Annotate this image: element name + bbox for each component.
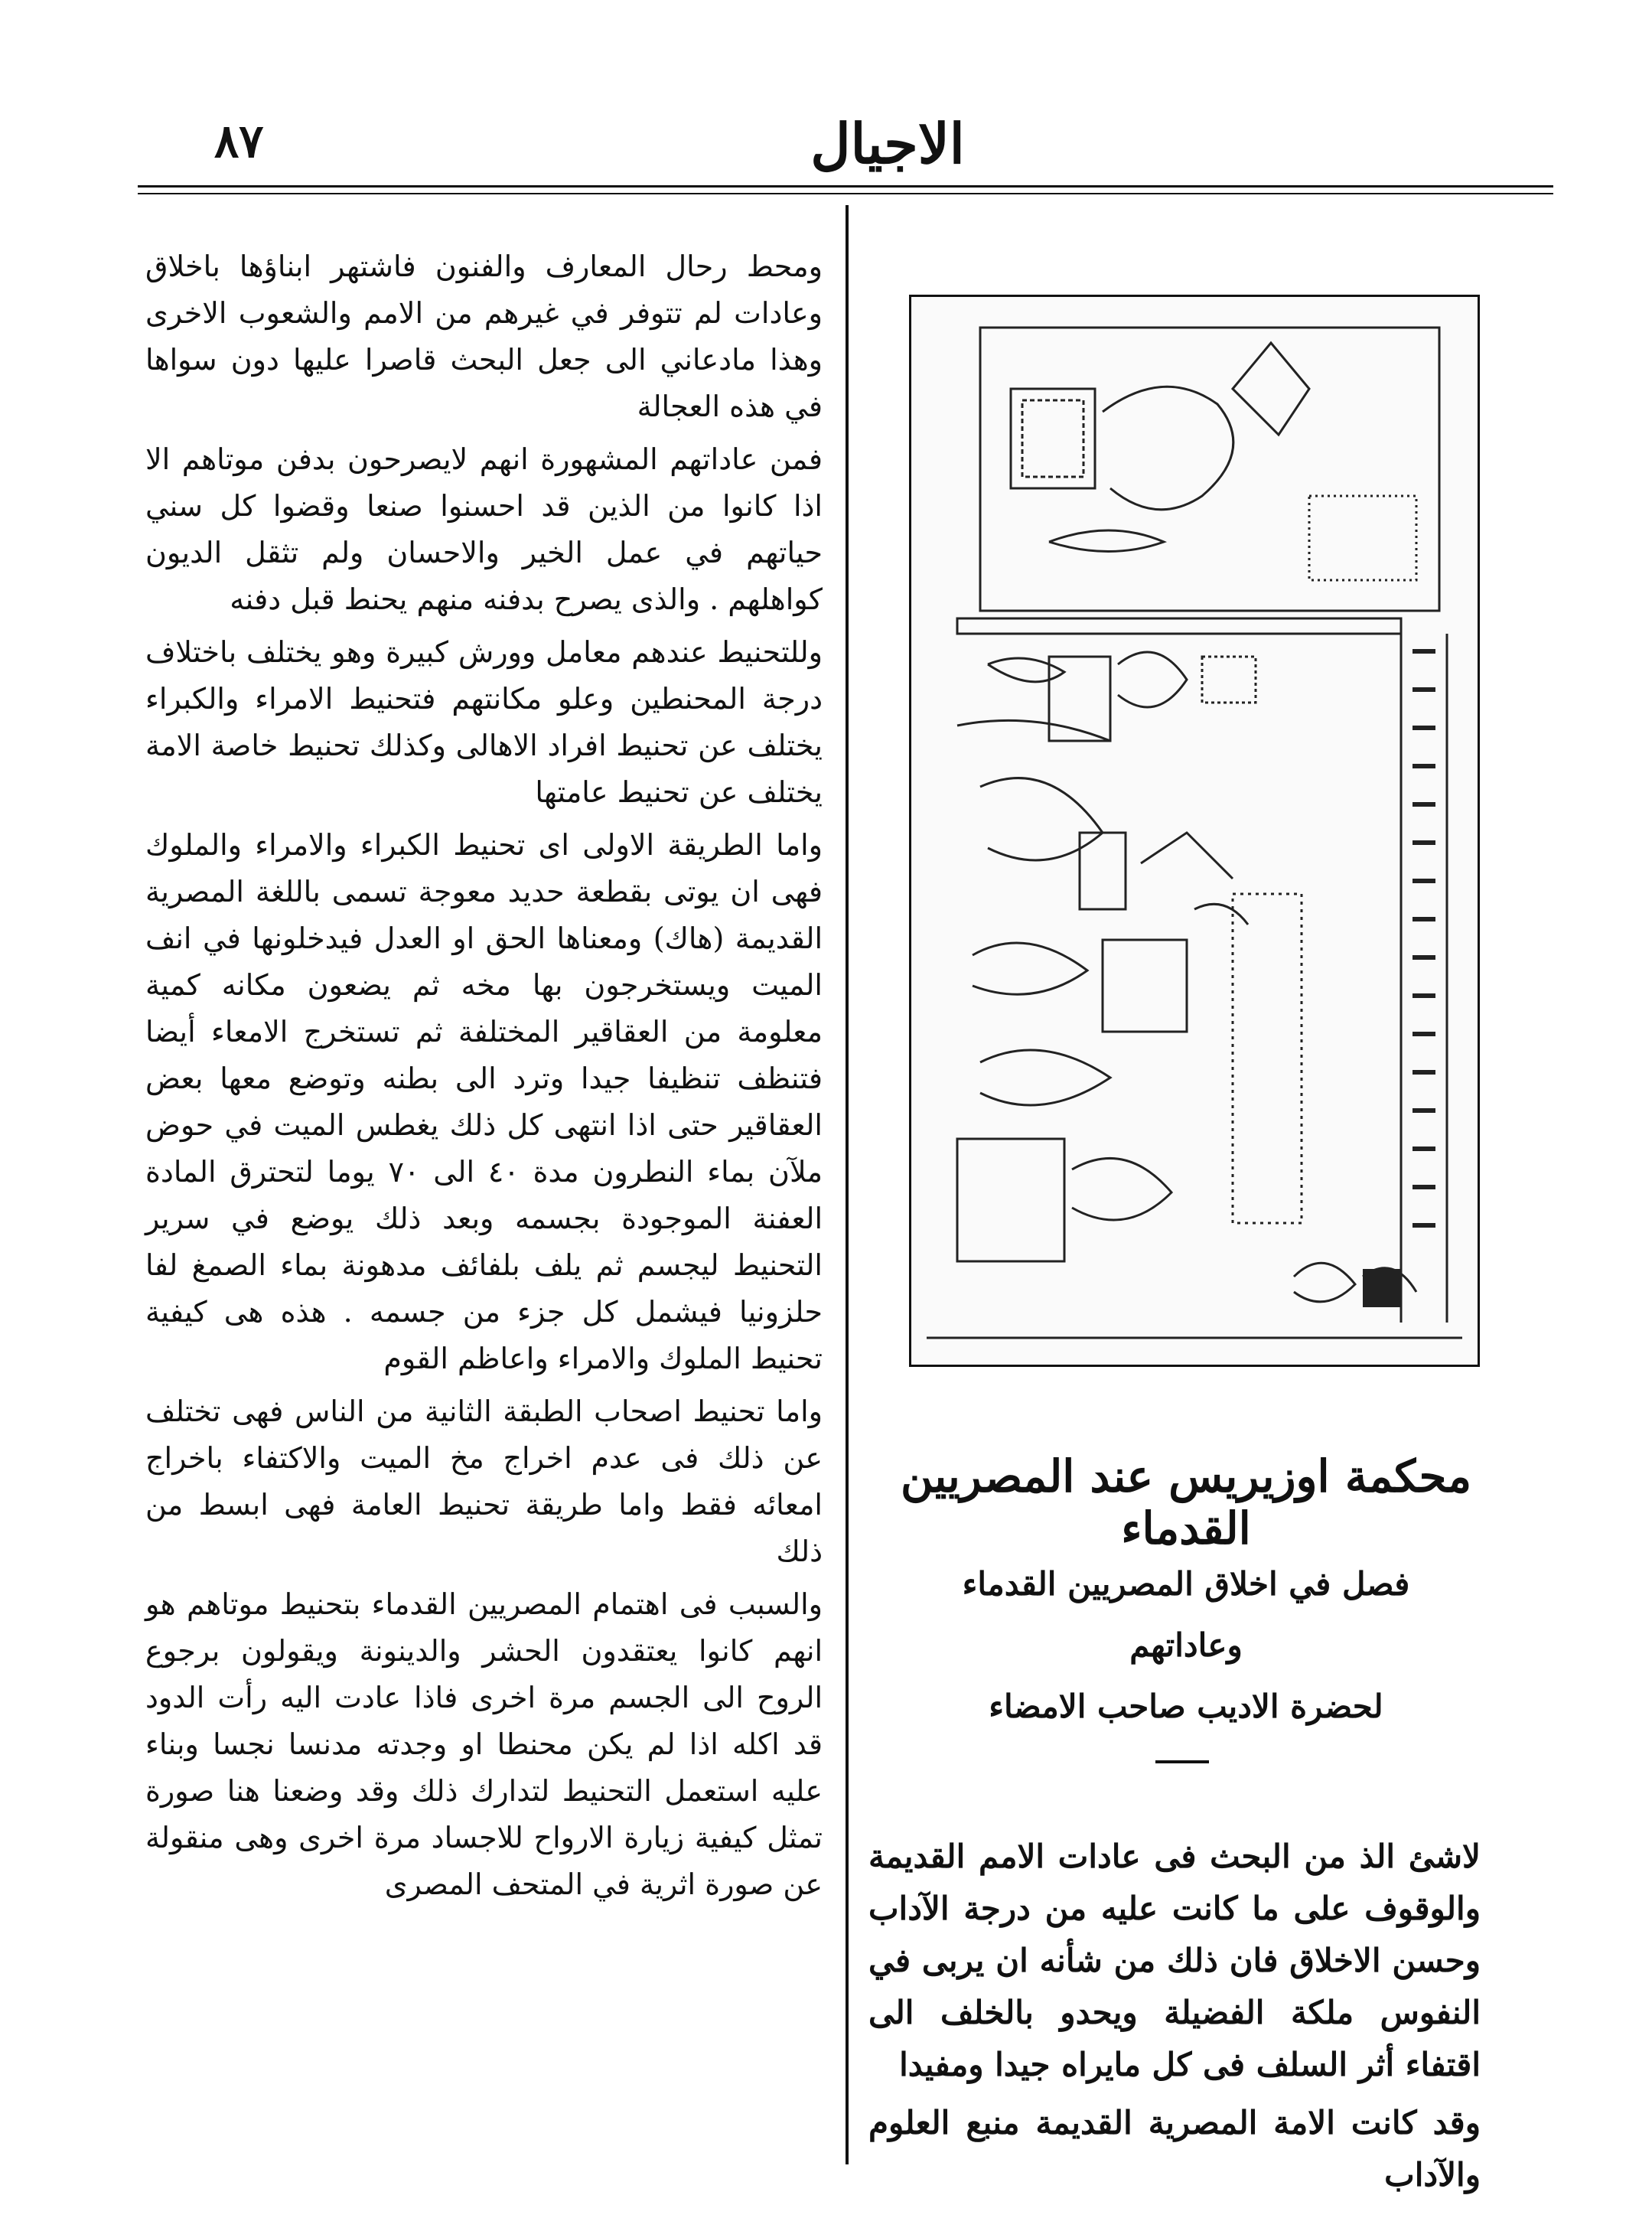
paragraph: ومحط رحال المعارف والفنون فاشتهر ابناؤها باخلاق وعادات لم تتوفر في غيرهم من الامم والشعوب الاخرى وهذا مادعاني الى جعل البحث قاصرا عليها دون سواها في هذه العجالة (145, 250, 823, 423)
page-number: ٨٧ (214, 115, 264, 168)
paragraph: واما الطريقة الاولى اى تحنيط الكبراء والامراء والملوك فهى ان يوتى بقطعة حديد معوجة تسمى باللغة المصرية القديمة (هاك) ومعناها الحق او العدل فيدخلونها في انف الميت ويستخرجون بها مخه ثم يضعون مكانه كمية معلومة من العقاقير المختلفة ثم تستخرج الامعاء أيضا فتنظف تنظيفا جيدا وترد الى بطنه وتوضع معها بعض العقاقير حتى اذا انتهى كل ذلك يغطس الميت في حوض ملآن بماء النطرون مدة ٤٠ الى ٧٠ يوما لتحترق المادة العفنة الموجودة بجسمه وبعد ذلك يوضع في سرير التحنيط ليجسم ثم يلف بلفائف مدهونة بماء الصمغ لفا حلزونيا فيشمل كل جزء من جسمه . هذه هى كيفية تحنيط الملوك والامراء واعاظم القوم (145, 828, 823, 1375)
header-rule (138, 185, 1553, 188)
paragraph: فمن عاداتهم المشهورة انهم لايصرحون بدفن موتاهم الا اذا كانوا من الذين قد احسنوا صنعا وقضوا كل سني حياتهم في عمل الخير والاحسان ولم تثقل الديون كواهلهم . والذى يصرح بدفنه منهم يحنط قبل دفنه (145, 442, 823, 616)
section-divider (1155, 1760, 1209, 1763)
papyrus-drawing-icon (911, 297, 1478, 1365)
paragraph: لاشئ الذ من البحث فى عادات الامم القديمة والوقوف على ما كانت عليه من درجة الآداب وحسن الاخلاق فان ذلك من شأنه ان يربى في النفوس ملكة الفضيلة ويحدو بالخلف الى اقتفاء أثر السلف فى كل مايراه جيدا ومفيدا (868, 1838, 1481, 2083)
column-divider (846, 205, 849, 2164)
journal-title: الاجيال (810, 111, 965, 176)
paragraph: وقد كانت الامة المصرية القديمة منبع العلوم والآداب (868, 2104, 1481, 2193)
header-rule-secondary (138, 193, 1553, 194)
papyrus-illustration (909, 295, 1480, 1367)
paragraph: وللتحنيط عندهم معامل وورش كبيرة وهو يختلف باختلاف درجة المحنطين وعلو مكانتهم فتحنيط الامراء والكبراء يختلف عن تحنيط افراد الاهالى وكذلك تحنيط خاصة الامة يختلف عن تحنيط عامتها (145, 635, 823, 809)
left-column (145, 243, 823, 1914)
paragraph: واما تحنيط اصحاب الطبقة الثانية من الناس فهى تختلف عن ذلك فى عدم اخراج مخ الميت والاكتفاء باخراج امعائه فقط واما طريقة تحنيط العامة فهى ابسط من ذلك (145, 1394, 823, 1568)
article-title: محكمة اوزيريس عند المصريين القدماء (900, 1450, 1472, 1554)
paragraph: والسبب فى اهتمام المصريين القدماء بتحنيط موتاهم هو انهم كانوا يعتقدون الحشر والدينونة ويقولون برجوع الروح الى الجسم مرة اخرى فاذا عادت اليه رأت الدود قد اكله اذا لم يكن محنطا او وجدته مدنسا نجسا وبناء عليه استعمل التحنيط لتدارك ذلك وقد وضعنا هنا صورة تمثل كيفية زيارة الارواح للاجساد مرة اخرى وهى منقولة عن صورة اثرية في المتحف المصرى (145, 1587, 823, 1901)
article-subtitle: فصل في اخلاق المصريين القدماء (962, 1565, 1410, 1603)
right-column (868, 1831, 1481, 2207)
article-subtitle-continued: وعاداتهم (1129, 1626, 1243, 1664)
page-header (138, 111, 1538, 176)
author-line: لحضرة الاديب صاحب الامضاء (989, 1688, 1383, 1725)
